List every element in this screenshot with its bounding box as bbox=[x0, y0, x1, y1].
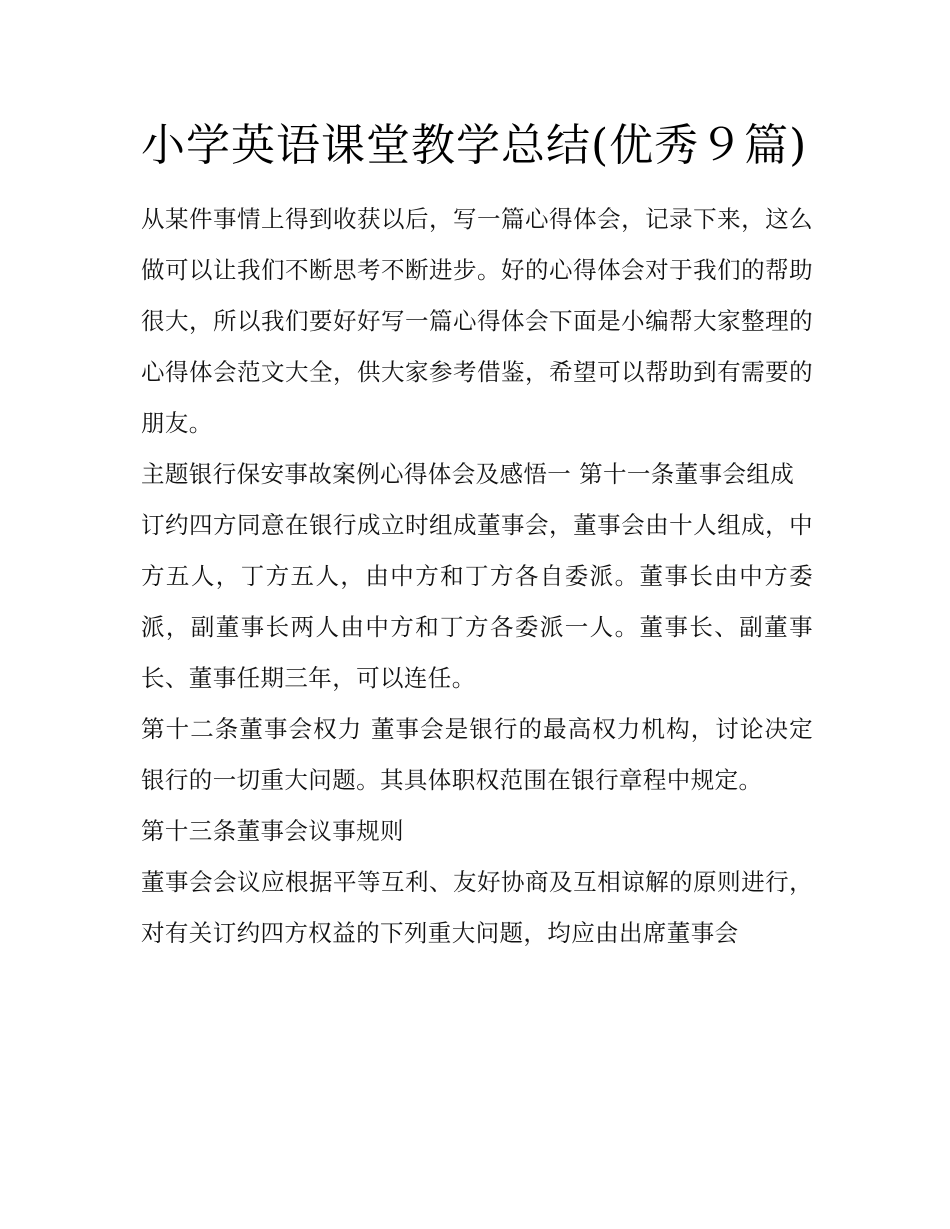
paragraph-article-11-body: 订约四方同意在银行成立时组成董事会，董事会由十人组成，中方五人，丁方五人，由中方和丁方各自委派。董事长由中方委派，副董事长两人由中方和丁方各委派一人。董事长、副董事长、董事任期三年，可以连任。 bbox=[141, 511, 813, 692]
paragraph-article-13-body: 董事会会议应根据平等互利、友好协商及互相谅解的原则进行，对有关订约四方权益的下列重大问题，均应由出席董事会 bbox=[141, 868, 813, 947]
paragraph-article-12: 第十二条董事会权力 董事会是银行的最高权力机构，讨论决定银行的一切重大问题。其具体职权范围在银行章程中规定。 bbox=[141, 715, 813, 794]
document-page bbox=[141, 112, 813, 959]
document-title: 小学英语课堂教学总结(优秀９篇) bbox=[141, 120, 808, 171]
paragraph-article-13-heading: 第十三条董事会议事规则 bbox=[141, 817, 404, 845]
paragraph-intro: 从某件事情上得到收获以后，写一篇心得体会，记录下来，这么做可以让我们不断思考不断进步。好的心得体会对于我们的帮助很大，所以我们要好好写一篇心得体会下面是小编帮大家整理的心得体会范文大全，供大家参考借鉴，希望可以帮助到有需要的朋友。 bbox=[141, 205, 813, 437]
paragraph-article-11-heading: 主题银行保安事故案例心得体会及感悟一 第十一条董事会组成 bbox=[141, 460, 795, 488]
